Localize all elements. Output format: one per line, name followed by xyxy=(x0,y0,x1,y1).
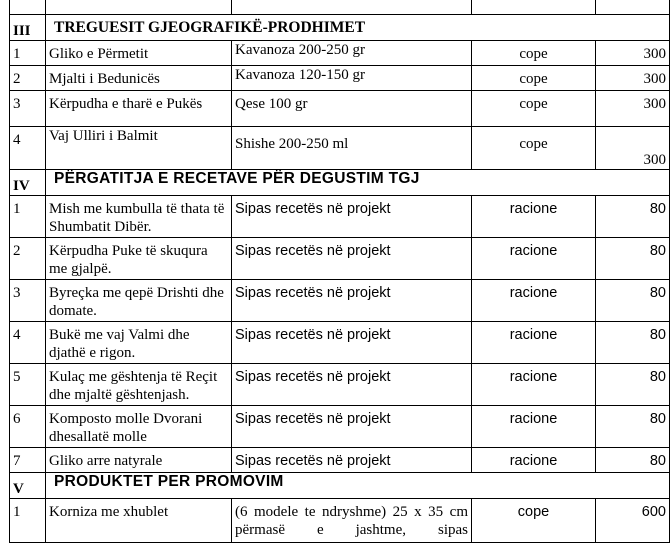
product-name: Kërpudha Puke të skuqura me gjalpë. xyxy=(46,238,232,280)
product-name: Gliko arre natyrale xyxy=(46,448,232,473)
section-roman: IV xyxy=(10,170,46,196)
unit: cope xyxy=(472,91,596,127)
product-name: Korniza me xhublet xyxy=(46,499,232,543)
spec-line: (6 modele te ndryshme) 25 x 35 cm xyxy=(235,504,468,520)
row-number: 2 xyxy=(10,238,46,280)
product-name: Byreçka me qepë Drishti dhe domate. xyxy=(46,280,232,322)
table-row-partial xyxy=(10,0,670,15)
product-spec: Sipas recetës në projekt xyxy=(232,322,472,364)
section-header xyxy=(10,170,670,196)
row-number: 5 xyxy=(10,364,46,406)
unit: cope xyxy=(472,41,596,66)
row-number: 1 xyxy=(10,499,46,543)
table-row xyxy=(10,448,670,473)
product-name: Komposto molle Dvorani dhesallatë molle xyxy=(46,406,232,448)
quantity: 80 xyxy=(596,322,670,364)
table-row xyxy=(10,499,670,543)
row-number: 3 xyxy=(10,280,46,322)
unit: racione xyxy=(472,406,596,448)
row-number: 7 xyxy=(10,448,46,473)
unit: racione xyxy=(472,280,596,322)
product-spec: Qese 100 gr xyxy=(232,91,472,127)
product-name: Kërpudha e tharë e Pukës xyxy=(46,91,232,127)
row-number: 2 xyxy=(10,66,46,91)
spec-line: përmasë e jashtme, sipas xyxy=(235,522,468,538)
product-name: Vaj Ulliri i Balmit xyxy=(46,127,232,170)
product-name: Kulaç me gështenja të Reçit dhe mjaltë gështenjash. xyxy=(46,364,232,406)
quantity: 300 xyxy=(596,127,670,170)
quantity: 300 xyxy=(596,91,670,127)
quantity: 80 xyxy=(596,238,670,280)
product-spec: Sipas recetës në projekt xyxy=(232,196,472,238)
product-spec: Sipas recetës në projekt xyxy=(232,238,472,280)
table-row xyxy=(10,41,670,66)
quantity: 80 xyxy=(596,448,670,473)
unit: racione xyxy=(472,196,596,238)
quantity: 80 xyxy=(596,364,670,406)
product-spec xyxy=(232,499,472,543)
product-spec: Kavanoza 120-150 gr xyxy=(232,66,472,91)
items-table xyxy=(9,0,670,543)
product-name: Gliko e Përmetit xyxy=(46,41,232,66)
product-name: Mjalti i Bedunicës xyxy=(46,66,232,91)
section-roman: V xyxy=(10,473,46,499)
unit: cope xyxy=(472,499,596,543)
table-row xyxy=(10,364,670,406)
product-name: Mish me kumbulla të thata të Shumbatit Dibër. xyxy=(46,196,232,238)
table-row xyxy=(10,280,670,322)
product-spec: Shishe 200-250 ml xyxy=(232,127,472,170)
row-number: 1 xyxy=(10,196,46,238)
quantity: 300 xyxy=(596,66,670,91)
quantity: 80 xyxy=(596,406,670,448)
table-row xyxy=(10,91,670,127)
product-spec: Kavanoza 200-250 gr xyxy=(232,41,472,66)
section-header xyxy=(10,15,670,41)
unit: cope xyxy=(472,66,596,91)
section-title: PËRGATITJA E RECETAVE PËR DEGUSTIM TGJ xyxy=(46,170,670,196)
product-name: Bukë me vaj Valmi dhe djathë e rigon. xyxy=(46,322,232,364)
product-spec: Sipas recetës në projekt xyxy=(232,406,472,448)
unit: racione xyxy=(472,238,596,280)
row-number: 4 xyxy=(10,322,46,364)
unit: racione xyxy=(472,448,596,473)
section-title: TREGUESIT GJEOGRAFIKË-PRODHIMET xyxy=(46,15,670,41)
table-row xyxy=(10,127,670,170)
quantity: 600 xyxy=(596,499,670,543)
table-row xyxy=(10,196,670,238)
table-row xyxy=(10,322,670,364)
table-row xyxy=(10,238,670,280)
row-number: 4 xyxy=(10,127,46,170)
section-roman: III xyxy=(10,15,46,41)
section-header xyxy=(10,473,670,499)
product-spec: Sipas recetës në projekt xyxy=(232,364,472,406)
row-number: 3 xyxy=(10,91,46,127)
unit: racione xyxy=(472,364,596,406)
product-spec: Sipas recetës në projekt xyxy=(232,280,472,322)
section-title: PRODUKTET PER PROMOVIM xyxy=(46,473,670,499)
unit: racione xyxy=(472,322,596,364)
quantity: 80 xyxy=(596,280,670,322)
table-row xyxy=(10,66,670,91)
row-number: 6 xyxy=(10,406,46,448)
row-number: 1 xyxy=(10,41,46,66)
quantity: 80 xyxy=(596,196,670,238)
unit: cope xyxy=(472,127,596,170)
quantity: 300 xyxy=(596,41,670,66)
product-spec: Sipas recetës në projekt xyxy=(232,448,472,473)
table-row xyxy=(10,406,670,448)
